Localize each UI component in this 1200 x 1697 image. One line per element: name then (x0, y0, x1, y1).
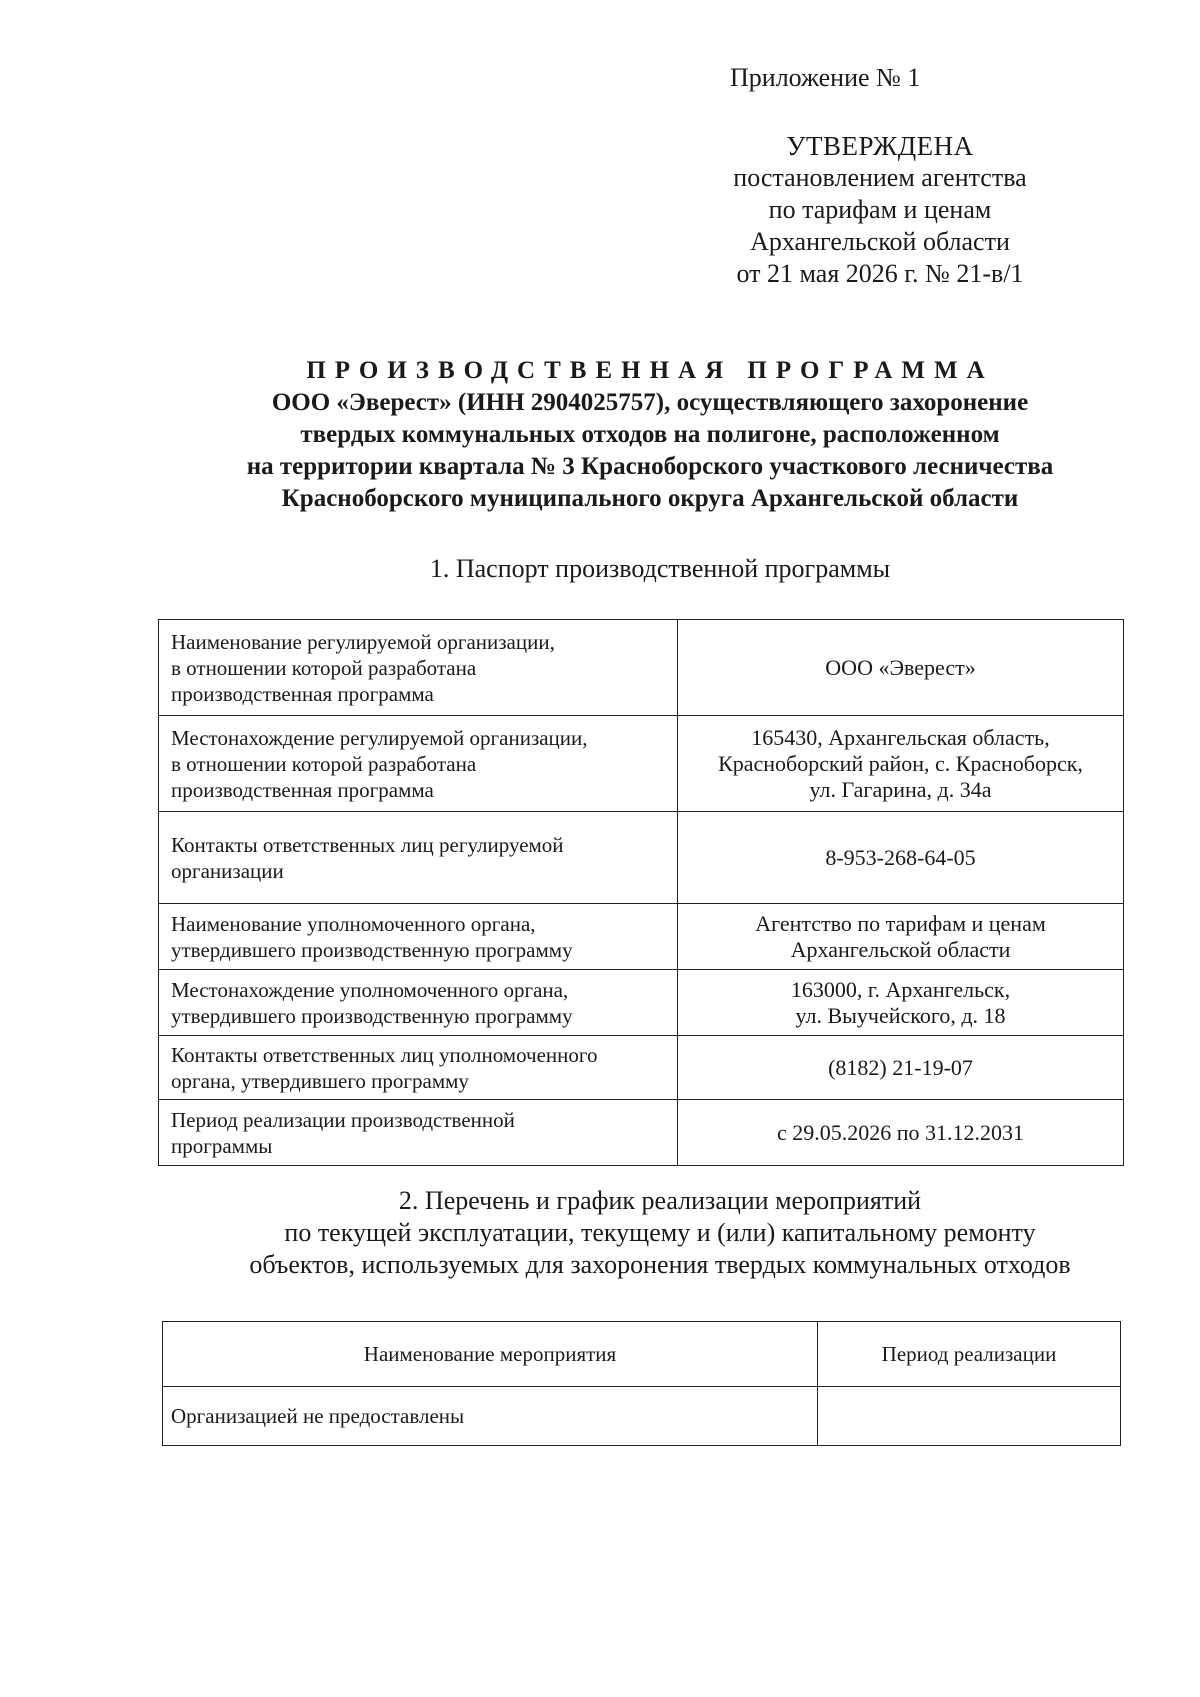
approval-title: УТВЕРЖДЕНА (786, 131, 974, 161)
approval-line: постановлением агентства (733, 163, 1027, 192)
title-line: на территории квартала № 3 Красноборского участкового лесничества (246, 453, 1054, 480)
row-label: Период реализации производственной программы (159, 1100, 678, 1166)
table-row (159, 620, 1124, 716)
row-value: с 29.05.2026 по 31.12.2031 (678, 1100, 1124, 1166)
approval-block (660, 130, 1100, 290)
column-header-name: Наименование мероприятия (163, 1322, 818, 1387)
row-label: Контакты ответственных лиц регулируемой организации (159, 812, 678, 904)
row-value: Агентство по тарифам и ценам Архангельской области (678, 904, 1124, 970)
title-line: твердых коммунальных отходов на полигоне, расположенном (300, 421, 1000, 448)
event-period-cell (818, 1387, 1121, 1446)
appendix-label: Приложение № 1 (730, 63, 921, 92)
events-table (162, 1321, 1121, 1446)
row-value: (8182) 21-19-07 (678, 1036, 1124, 1100)
table-header-row (163, 1322, 1121, 1387)
row-value: 8-953-268-64-05 (678, 812, 1124, 904)
approval-line: Архангельской области (750, 227, 1010, 256)
program-heading: ПРОИЗВОДСТВЕННАЯ ПРОГРАММА (306, 357, 994, 384)
table-row (159, 970, 1124, 1036)
section2-heading: 2. Перечень и график реализации мероприятий по текущей эксплуатации, текущему и (или) капитальному ремонту объектов, используемых для захоронения твердых коммунальных отходов (249, 1186, 1071, 1279)
table-row (159, 1036, 1124, 1100)
document-title (140, 355, 1160, 515)
approval-date: от 21 мая 2026 г. № 21-в/1 (736, 259, 1024, 288)
table-row (159, 716, 1124, 812)
row-label: Местонахождение регулируемой организации, в отношении которой разработана производственная программа (159, 716, 678, 812)
table-row (159, 904, 1124, 970)
section1-heading: 1. Паспорт производственной программы (429, 554, 891, 583)
row-value: 163000, г. Архангельск, ул. Выучейского, д. 18 (678, 970, 1124, 1036)
row-label: Наименование уполномоченного органа, утвердившего производственную программу (159, 904, 678, 970)
table-row (159, 812, 1124, 904)
row-value: ООО «Эверест» (678, 620, 1124, 716)
row-label: Местонахождение уполномоченного органа, утвердившего производственную программу (159, 970, 678, 1036)
title-line: ООО «Эверест» (ИНН 2904025757), осуществляющего захоронение (271, 389, 1029, 416)
event-name-cell: Организацией не предоставлены (163, 1387, 818, 1446)
row-value: 165430, Архангельская область, Красноборский район, с. Красноборск, ул. Гагарина, д. 34а (678, 716, 1124, 812)
table-row (163, 1387, 1121, 1446)
approval-line: по тарифам и ценам (768, 195, 992, 224)
title-line: Красноборского муниципального округа Архангельской области (281, 485, 1019, 512)
column-header-period: Период реализации (818, 1322, 1121, 1387)
table-row (159, 1100, 1124, 1166)
row-label: Контакты ответственных лиц уполномоченного органа, утвердившего программу (159, 1036, 678, 1100)
row-label: Наименование регулируемой организации, в отношении которой разработана производственная программа (159, 620, 678, 716)
passport-table (158, 619, 1124, 1166)
